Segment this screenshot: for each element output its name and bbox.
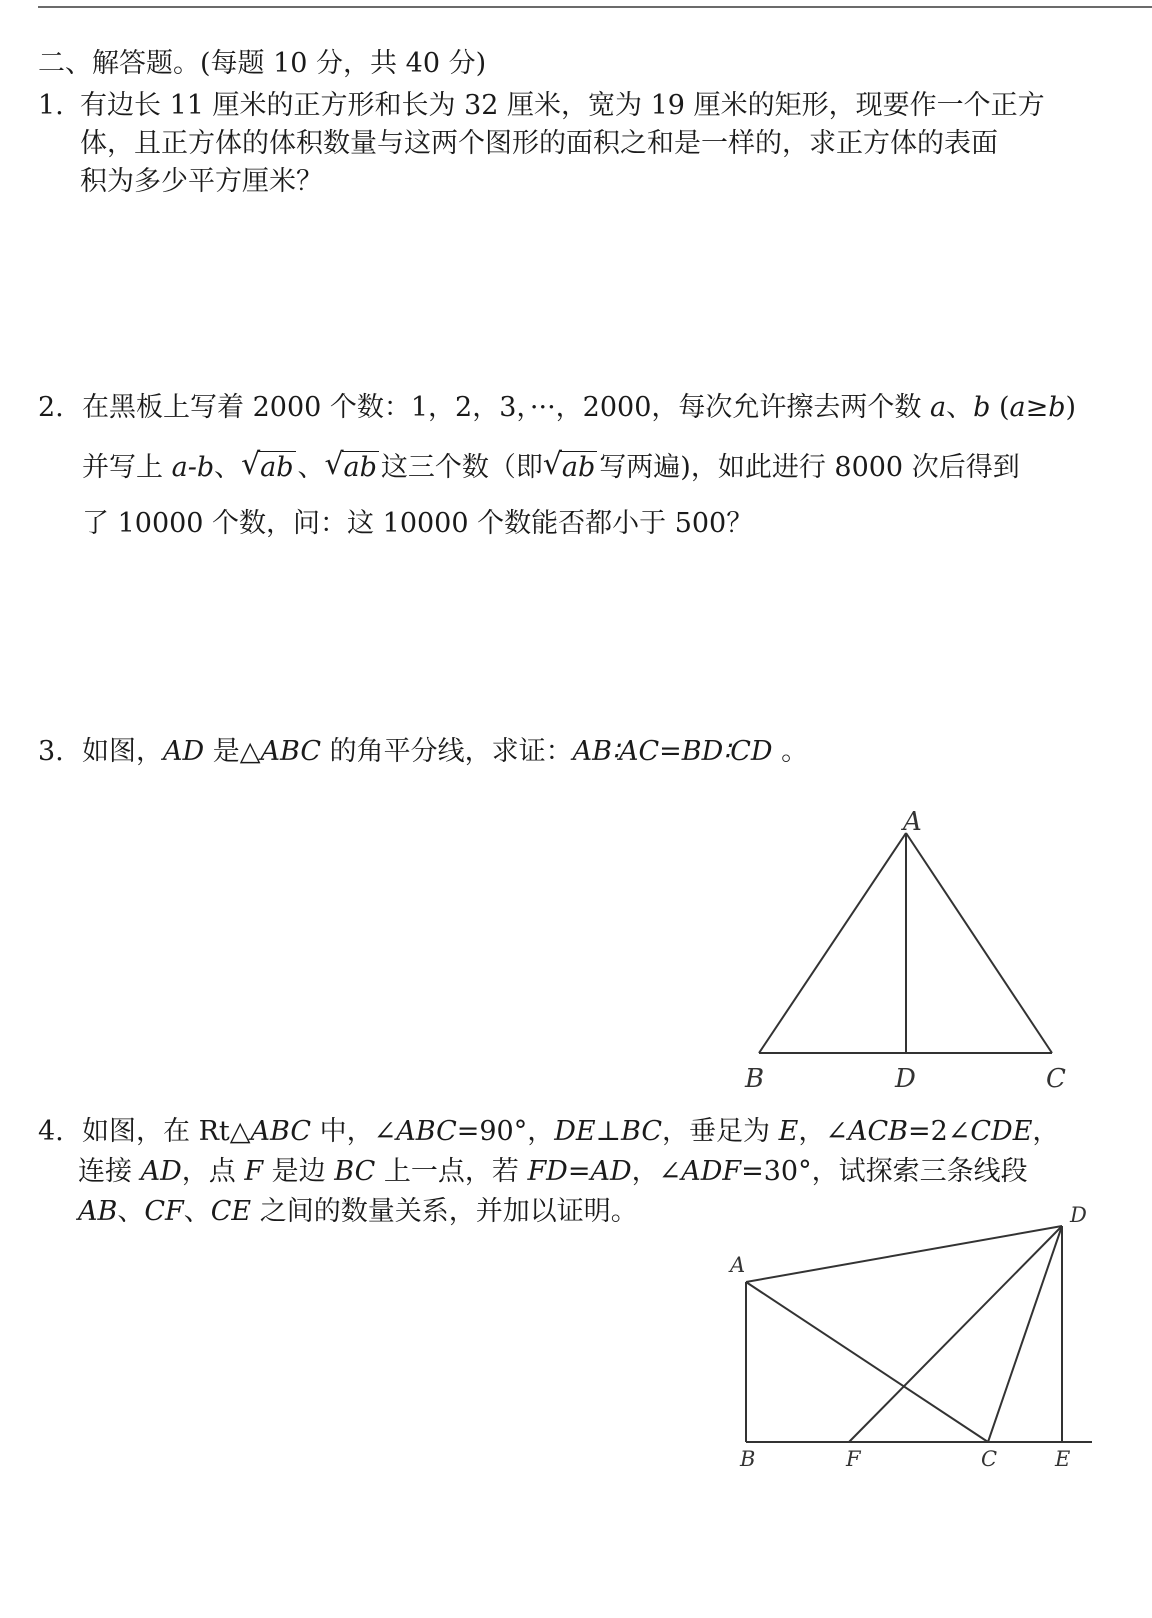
label-E: E [1055,1447,1071,1471]
label-D: D [1070,1203,1087,1227]
q4-number: 4. [38,1116,64,1147]
q1-number: 1. [38,90,64,121]
label-C: C [981,1447,998,1471]
q2-line-2: 并写上 a-b、√ ab 、√ ab 这三个数（即√ ab 写两遍)，如此进行 8000 次后得到 [82,448,1020,487]
q3-text: 如图，AD 是△ABC 的角平分线，求证：AB∶AC=BD∶CD 。 [82,736,809,767]
label-B: B [745,1064,765,1094]
q3-number: 3. [38,736,64,767]
label-B: B [740,1447,756,1471]
segment-AC [746,1282,988,1442]
sqrt-ab-1: √ ab [243,448,295,487]
q1-line-3: 积为多少平方厘米？ [80,166,323,197]
q4-line-3: AB、CF、CE 之间的数量关系，并加以证明。 [78,1196,638,1227]
q4-line-2: 连接 AD，点 F 是边 BC 上一点，若 FD=AD，∠ADF=30°，试探索三条线段 [78,1156,1028,1187]
label-A: A [903,807,922,837]
q2-number: 2. [38,392,64,423]
sqrt-ab-3: √ ab [545,448,597,487]
sqrt-ab-2: √ ab [327,448,379,487]
label-F: F [846,1447,861,1471]
label-C: C [1046,1064,1066,1094]
q4-line-1: 如图，在 Rt△ABC 中，∠ABC=90°，DE⊥BC，垂足为 E，∠ACB=2∠CDE， [82,1116,1060,1147]
label-A: A [730,1253,746,1277]
section-heading: 二、解答题。(每题 10 分，共 40 分) [38,48,487,79]
segment-DC [988,1226,1062,1442]
label-D: D [895,1064,916,1094]
q2-line-3: 了 10000 个数，问：这 10000 个数能否都小于 500？ [82,508,754,539]
q2-line-1: 在黑板上写着 2000 个数：1，2，3，···，2000，每次允许擦去两个数 a、b (a≥b) [82,392,1077,423]
q1-line-2: 体，且正方体的体积数量与这两个图形的面积之和是一样的，求正方体的表面 [80,128,998,159]
q1-line-1: 有边长 11 厘米的正方形和长为 32 厘米，宽为 19 厘米的矩形，现要作一个正方 [80,90,1045,121]
